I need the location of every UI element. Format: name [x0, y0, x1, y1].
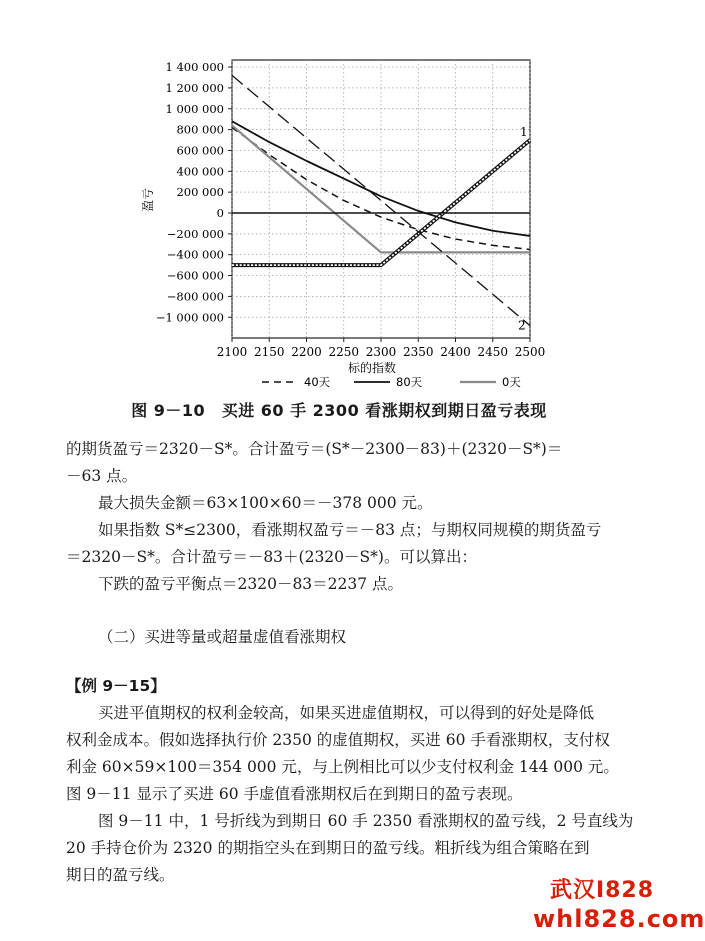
x-tick-label: 2400: [440, 345, 471, 359]
legend-label-0天: 0天: [502, 375, 521, 389]
watermark-line-1: 武汉I828: [549, 878, 655, 903]
y-tick-label: −600 000: [166, 268, 224, 283]
section-heading: （二）买进等量或超量虚值看涨期权: [98, 628, 347, 646]
x-tick-label: 2500: [514, 345, 546, 359]
legend-label-40天: 40天: [304, 375, 331, 389]
y-tick-label: −400 000: [166, 247, 224, 262]
x-axis-ticks: [217, 338, 546, 359]
paragraph-line: 最大损失金额＝63×100×60＝－378 000 元。: [98, 494, 433, 512]
y-tick-label: 600 000: [176, 143, 224, 158]
paragraph-line: 权利金成本。假如选择执行价 2350 的虚值期权，买进 60 手看涨期权，支付权: [66, 731, 610, 749]
legend-label-80天: 80天: [396, 375, 423, 389]
figure-caption: 图 9－10 买进 60 手 2300 看涨期权到期日盈亏表现: [131, 401, 547, 420]
y-axis-ticks: [156, 60, 232, 324]
paragraph-line: －63 点。: [66, 467, 138, 485]
body-text: [66, 436, 636, 889]
y-axis-label: 盈亏: [141, 187, 155, 213]
x-tick-label: 2200: [291, 345, 322, 359]
y-tick-label: −200 000: [166, 226, 224, 241]
x-tick-label: 2250: [328, 345, 360, 359]
chart-legend: [262, 375, 521, 389]
x-tick-label: 2100: [216, 345, 248, 359]
example-heading: 【例 9－15】: [66, 677, 166, 695]
x-tick-label: 2300: [365, 345, 397, 359]
site-watermark: [533, 877, 705, 933]
y-tick-label: 200 000: [176, 185, 224, 200]
line-2-label: 2: [518, 318, 526, 333]
x-tick-label: 2450: [477, 345, 509, 359]
y-tick-label: −1 000 000: [155, 310, 224, 325]
paragraph-line: 的期货盈亏＝2320－S*。合计盈亏＝(S*－2300－83)＋(2320－S*)＝: [66, 440, 563, 458]
payoff-chart: [0, 0, 678, 400]
y-tick-label: 1 200 000: [165, 80, 224, 95]
paragraph-line: 期日的盈亏线。: [66, 866, 175, 884]
paragraph-line: ＝2320－S*。合计盈亏＝－83＋(2320－S*)。可以算出：: [66, 548, 477, 566]
paragraph-line: 图 9－11 显示了买进 60 手虚值看涨期权后在到期日的盈亏表现。: [66, 785, 523, 803]
paragraph-line: 买进平值期权的权利金较高，如果买进虚值期权，可以得到的好处是降低: [98, 704, 595, 722]
x-axis-label: 标的指数: [347, 361, 397, 375]
y-tick-label: 400 000: [176, 164, 224, 179]
paragraph-line: 20 手持仓价为 2320 的期指空头在到期日的盈亏线。粗折线为组合策略在到: [66, 839, 590, 857]
paragraph-line: 下跌的盈亏平衡点＝2320－83＝2237 点。: [98, 575, 404, 593]
paragraph-line: 图 9－11 中，1 号折线为到期日 60 手 2350 看涨期权的盈亏线，2 号直线为: [98, 812, 634, 830]
y-tick-label: −800 000: [166, 289, 224, 304]
watermark-line-2: whl828.com: [533, 905, 705, 933]
chart-grid: [232, 60, 530, 338]
paragraph-line: 利金 60×59×100＝354 000 元，与上例相比可以少支付权利金 144 000 元。: [66, 758, 619, 776]
y-tick-label: 1 000 000: [165, 101, 224, 116]
y-tick-label: 1 400 000: [165, 60, 224, 75]
paragraph-line: 如果指数 S*≤2300，看涨期权盈亏＝－83 点；与期权同规模的期货盈亏: [98, 521, 602, 539]
line-1-label: 1: [520, 125, 528, 140]
x-tick-label: 2350: [402, 345, 434, 359]
y-tick-label: 800 000: [176, 122, 224, 137]
y-tick-label: 0: [216, 206, 224, 220]
x-tick-label: 2150: [253, 345, 285, 359]
